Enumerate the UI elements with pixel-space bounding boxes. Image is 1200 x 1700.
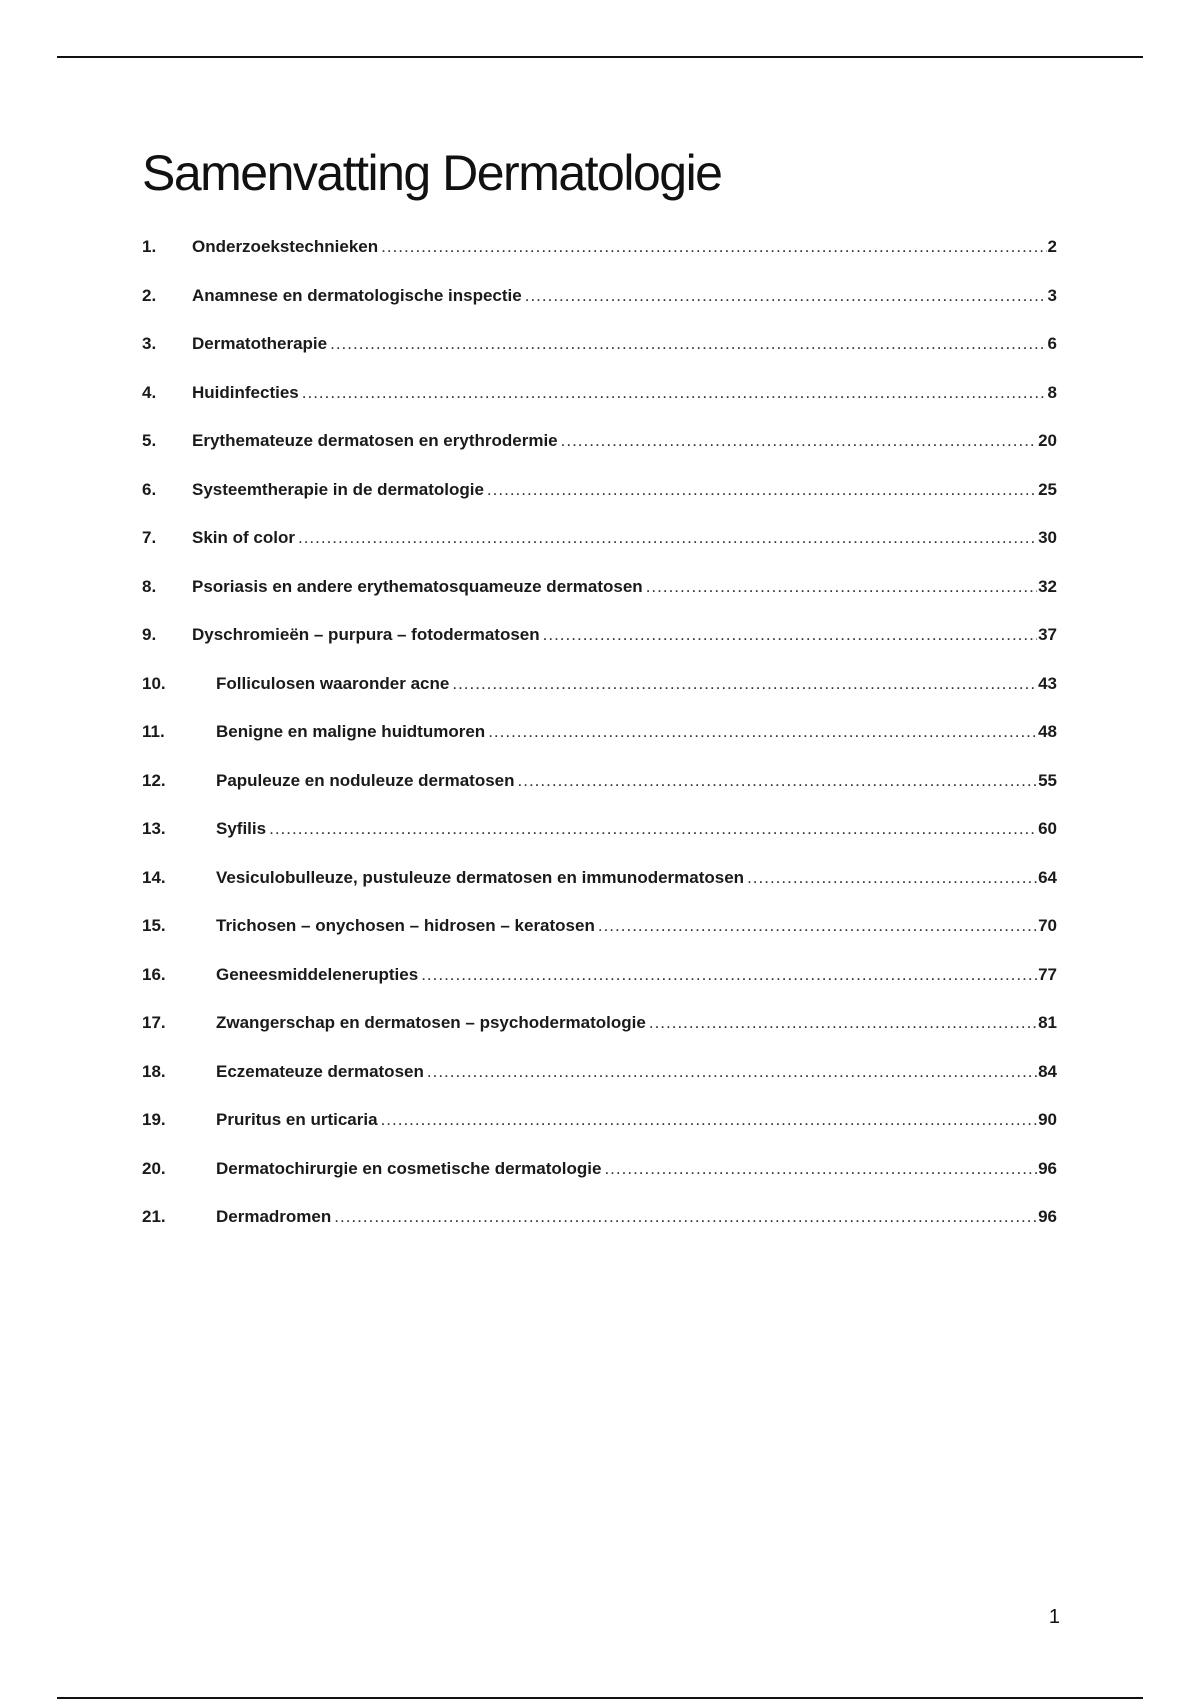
toc-entry-page: 20	[1038, 431, 1057, 450]
toc-dot-leader	[381, 1110, 1038, 1130]
toc-entry-label: Erythemateuze dermatosen en erythrodermie	[192, 431, 558, 450]
toc-entry-number: 21.	[142, 1207, 166, 1226]
toc-dot-leader	[518, 771, 1038, 791]
toc-entry-label: Papuleuze en noduleuze dermatosen	[216, 770, 515, 790]
toc-entry-number: 6.	[142, 479, 157, 499]
toc-entry-number: 5.	[142, 431, 157, 450]
toc-entry-number: 19.	[142, 1110, 166, 1129]
toc-dot-leader	[488, 722, 1037, 742]
toc-entry-number: 20.	[142, 1158, 166, 1178]
toc-dot-leader	[543, 625, 1037, 645]
toc-entry-page: 30	[1038, 528, 1057, 547]
toc-entry-page: 81	[1038, 1013, 1057, 1032]
toc-entry-page: 37	[1038, 625, 1057, 644]
toc-entry-label: Anamnese en dermatologische inspectie	[192, 285, 522, 305]
toc-entry-label: Dyschromieën – purpura – fotodermatosen	[192, 625, 540, 644]
toc-entry[interactable]	[142, 674, 1057, 723]
header-rule	[57, 56, 1143, 58]
toc-entry-number: 4.	[142, 382, 157, 402]
toc-entry-number: 16.	[142, 964, 166, 984]
toc-entry-page: 2	[1047, 237, 1057, 256]
toc-entry[interactable]	[142, 1110, 1057, 1159]
toc-entry-number: 10.	[142, 673, 166, 693]
toc-entry[interactable]	[142, 722, 1057, 771]
toc-entry-label: Geneesmiddelenerupties	[216, 964, 419, 984]
toc-entry[interactable]	[142, 577, 1057, 626]
toc-entry-page: 64	[1038, 867, 1057, 887]
toc-entry-page: 43	[1038, 673, 1057, 693]
toc-entry-label: Systeemtherapie in de dermatologie	[192, 479, 484, 499]
toc-entry-number: 18.	[142, 1061, 166, 1081]
toc-dot-leader	[330, 334, 1046, 354]
toc-entry-label: Onderzoekstechnieken	[192, 237, 379, 256]
toc-entry-label: Psoriasis en andere erythematosquameuze dermatosen	[192, 576, 643, 596]
toc-entry-label: Vesiculobulleuze, pustuleuze dermatosen en immunodermatosen	[216, 867, 745, 887]
toc-entry-number: 9.	[142, 625, 157, 644]
toc-entry-page: 48	[1038, 722, 1057, 741]
toc-entry[interactable]	[142, 771, 1057, 820]
toc-entry-page: 70	[1038, 916, 1057, 935]
toc-entry-page: 60	[1038, 819, 1057, 838]
toc-entry-label: Folliculosen waaronder acne	[216, 673, 450, 693]
toc-entry-label: Eczemateuze dermatosen	[216, 1061, 424, 1081]
toc-entry-number: 12.	[142, 770, 166, 790]
toc-dot-leader	[747, 868, 1037, 888]
toc-entry-number: 7.	[142, 528, 157, 547]
toc-dot-leader	[646, 577, 1037, 597]
toc-entry-label: Zwangerschap en dermatosen – psychodermatologie	[216, 1013, 646, 1032]
toc-entry-label: Pruritus en urticaria	[216, 1110, 378, 1129]
toc-dot-leader	[525, 286, 1047, 306]
toc-entry[interactable]	[142, 819, 1057, 868]
toc-dot-leader	[381, 237, 1046, 257]
toc-entry[interactable]	[142, 1159, 1057, 1208]
toc-dot-leader	[298, 528, 1037, 548]
document-title: Samenvatting Dermatologie	[142, 145, 722, 201]
toc-dot-leader	[427, 1062, 1037, 1082]
toc-entry[interactable]	[142, 383, 1057, 432]
toc-entry[interactable]	[142, 965, 1057, 1014]
toc-entry-label: Trichosen – onychosen – hidrosen – keratosen	[216, 916, 595, 935]
toc-entry-number: 8.	[142, 576, 157, 596]
toc-entry-label: Dermadromen	[216, 1207, 332, 1226]
toc-entry-label: Syfilis	[216, 819, 267, 838]
toc-entry-page: 55	[1038, 770, 1057, 790]
toc-entry-page: 96	[1038, 1158, 1057, 1178]
toc-dot-leader	[452, 674, 1037, 694]
toc-dot-leader	[269, 819, 1037, 839]
toc-dot-leader	[604, 1159, 1037, 1179]
toc-entry-number: 14.	[142, 867, 166, 887]
toc-entry[interactable]	[142, 528, 1057, 577]
toc-entry-page: 25	[1038, 479, 1057, 499]
toc-entry-label: Huidinfecties	[192, 382, 299, 402]
toc-entry-label: Skin of color	[192, 528, 295, 547]
toc-dot-leader	[649, 1013, 1037, 1033]
toc-entry-page: 96	[1038, 1207, 1057, 1226]
toc-dot-leader	[487, 480, 1037, 500]
toc-entry[interactable]	[142, 480, 1057, 529]
toc-dot-leader	[598, 916, 1037, 936]
toc-dot-leader	[421, 965, 1037, 985]
toc-dot-leader	[561, 431, 1037, 451]
toc-entry-number: 15.	[142, 916, 166, 935]
toc-entry-label: Dermatochirurgie en cosmetische dermatologie	[216, 1158, 602, 1178]
toc-entry[interactable]	[142, 1062, 1057, 1111]
toc-entry[interactable]	[142, 1013, 1057, 1062]
toc-entry-number: 2.	[142, 285, 157, 305]
toc-entry-page: 84	[1038, 1061, 1057, 1081]
toc-entry[interactable]	[142, 1207, 1057, 1256]
toc-entry-number: 17.	[142, 1013, 166, 1032]
toc-entry-page: 6	[1047, 334, 1057, 353]
toc-entry-number: 11.	[142, 722, 165, 741]
toc-entry-page: 32	[1038, 576, 1057, 596]
toc-entry-page: 8	[1047, 382, 1057, 402]
toc-entry-page: 3	[1047, 285, 1057, 305]
toc-entry-page: 90	[1038, 1110, 1057, 1129]
footer-rule	[57, 1697, 1143, 1699]
toc-entry[interactable]	[142, 625, 1057, 674]
toc-entry-number: 1.	[142, 237, 157, 256]
toc-dot-leader	[334, 1207, 1037, 1227]
toc-entry-number: 3.	[142, 334, 157, 353]
toc-entry-label: Dermatotherapie	[192, 334, 328, 353]
page-number: 1	[1048, 1606, 1060, 1628]
toc-entry[interactable]	[142, 334, 1057, 383]
toc-entry[interactable]	[142, 916, 1057, 965]
toc-entry-number: 13.	[142, 819, 166, 838]
toc-entry[interactable]	[142, 868, 1057, 917]
toc-entry[interactable]	[142, 237, 1057, 286]
table-of-contents	[142, 237, 1057, 1256]
toc-dot-leader	[302, 383, 1047, 403]
toc-entry-page: 77	[1038, 964, 1057, 984]
toc-entry-label: Benigne en maligne huidtumoren	[216, 722, 486, 741]
toc-entry[interactable]	[142, 431, 1057, 480]
toc-entry[interactable]	[142, 286, 1057, 335]
